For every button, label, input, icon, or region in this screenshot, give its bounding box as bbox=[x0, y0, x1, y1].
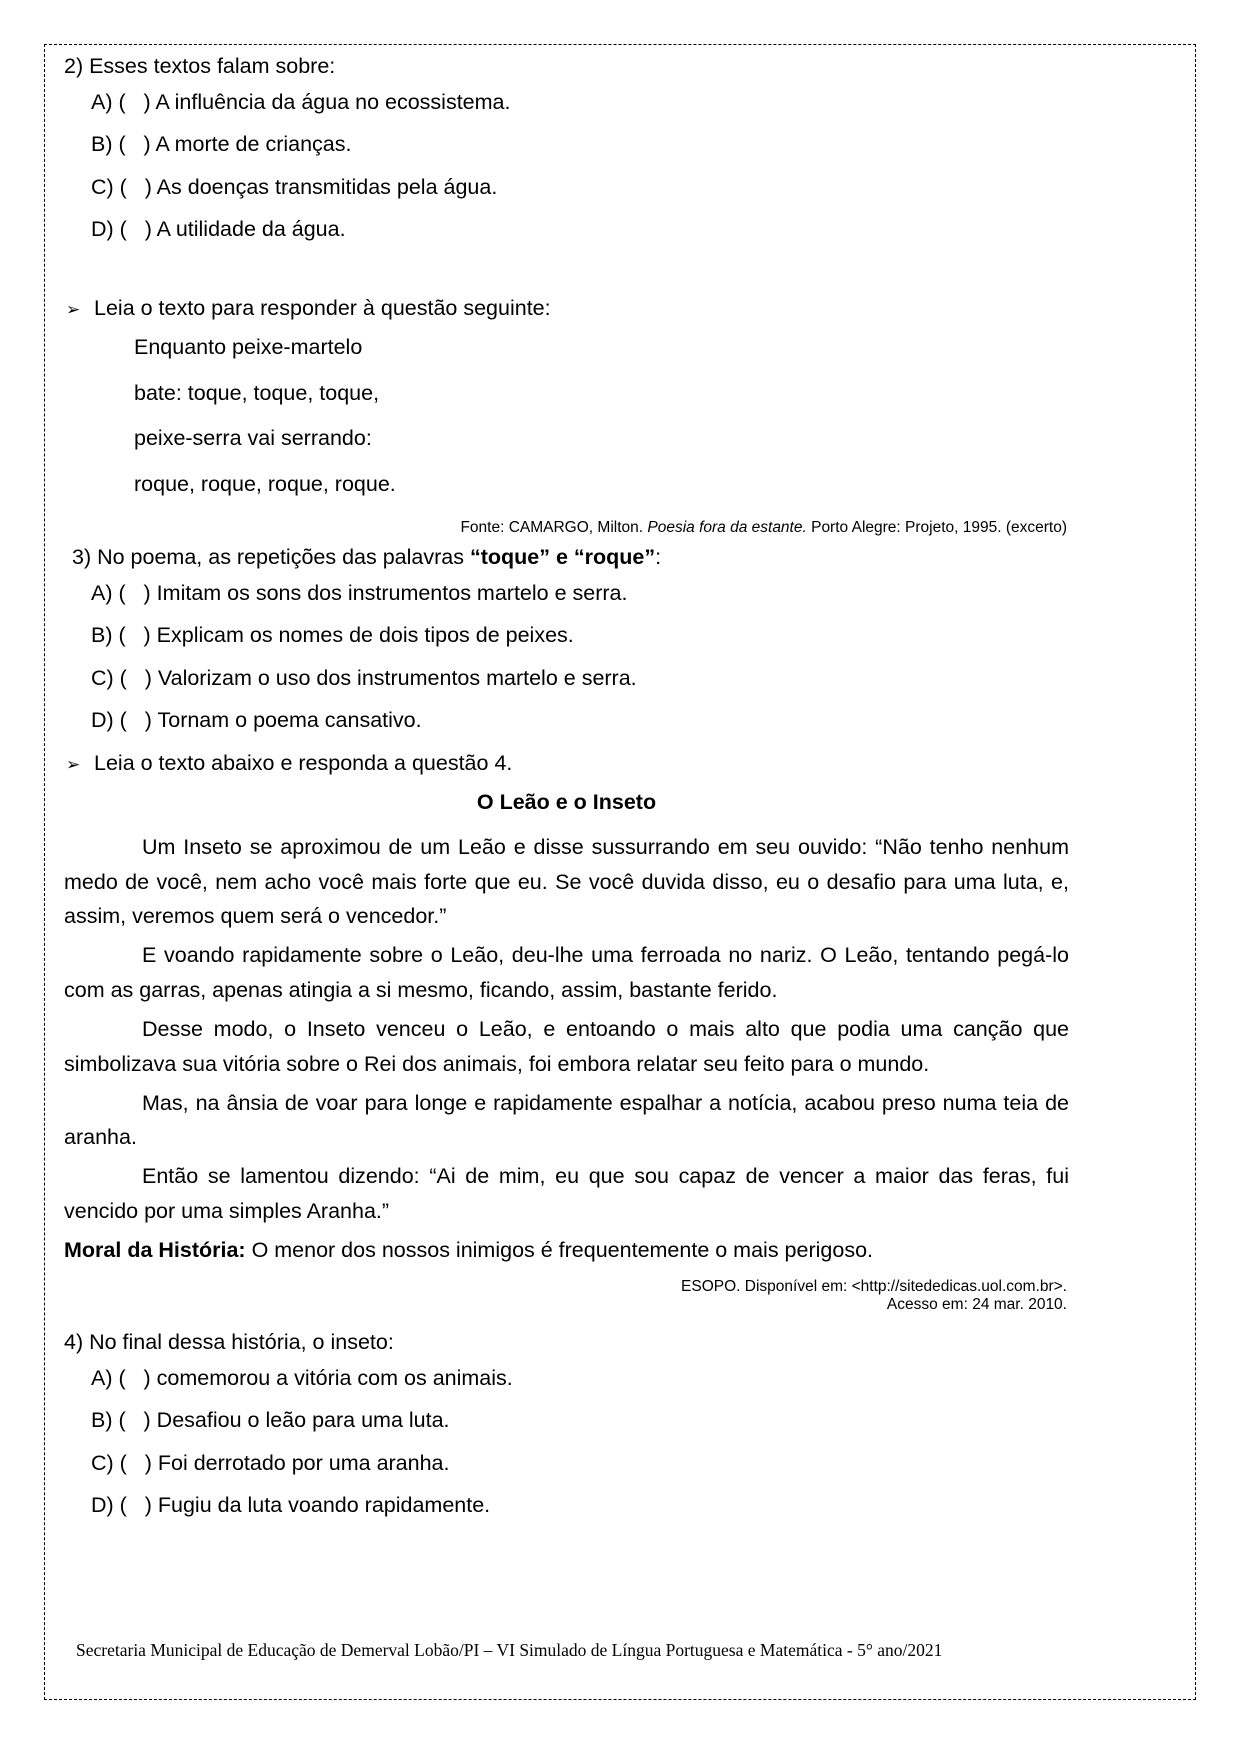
question-3-option-b[interactable]: B) ( ) Explicam os nomes de dois tipos de peixes. bbox=[91, 623, 574, 648]
poem-source-prefix: Fonte: CAMARGO, Milton. bbox=[460, 519, 648, 536]
question-2-option-b[interactable]: B) ( ) A morte de crianças. bbox=[91, 132, 352, 156]
poem-line-4: roque, roque, roque, roque. bbox=[134, 471, 396, 496]
poem-source-title: Poesia fora da estante. bbox=[647, 519, 807, 536]
spacer bbox=[64, 1268, 1069, 1278]
fable-source-line-2: Acesso em: 24 mar. 2010. bbox=[886, 1296, 1067, 1313]
instruction-read-fable bbox=[64, 750, 1069, 775]
fable-block bbox=[64, 792, 1069, 1267]
fable-paragraph-2: E voando rapidamente sobre o Leão, deu-lhe uma ferroada no nariz. O Leão, tentando pegá-lo com as garras, apenas atingia a si mesmo, ficando, assim, bastante ferido. bbox=[64, 943, 1069, 1003]
poem-source-suffix: Porto Alegre: Projeto, 1995. (excerto) bbox=[806, 519, 1067, 536]
question-3-option-c[interactable]: C) ( ) Valorizam o uso dos instrumentos martelo e serra. bbox=[91, 665, 637, 690]
fable-paragraph-5: Então se lamentou dizendo: “Ai de mim, eu que sou capaz de vencer a maior das feras, fui vencido por uma simples Aranha.” bbox=[64, 1164, 1069, 1224]
question-3-option-a[interactable]: A) ( ) Imitam os sons dos instrumentos martelo e serra. bbox=[91, 580, 628, 605]
question-4-option-a[interactable]: A) ( ) comemorou a vitória com os animais. bbox=[91, 1365, 513, 1390]
question-2-option-d[interactable]: D) ( ) A utilidade da água. bbox=[91, 217, 346, 241]
question-3-stem-bold: “toque” e “roque” bbox=[469, 545, 656, 570]
question-2-block bbox=[64, 56, 1069, 241]
fable-paragraph-4: Mas, na ânsia de voar para longe e rapidamente espalhar a notícia, acabou preso numa teia de aranha. bbox=[64, 1090, 1069, 1150]
question-3-stem-suffix: : bbox=[655, 545, 662, 570]
question-4-block bbox=[64, 1332, 1069, 1517]
fable-source-line-1: ESOPO. Disponível em: <http://sitededicas.uol.com.br>. bbox=[681, 1277, 1067, 1295]
question-3-option-d[interactable]: D) ( ) Tornam o poema cansativo. bbox=[91, 708, 422, 733]
fable-paragraph-1: Um Inseto se aproximou de um Leão e disse sussurrando em seu ouvido: “Não tenho nenhum medo de você, nem acho você mais forte que eu. Se você duvida disso, eu o desafio para uma luta, e, assim, veremos quem será o vencedor.” bbox=[64, 834, 1069, 929]
arrow-bullet-icon: ➢ bbox=[66, 754, 81, 774]
fable-moral bbox=[64, 1233, 1069, 1268]
spacer bbox=[64, 262, 1069, 298]
fable-moral-text: O menor dos nossos inimigos é frequentemente o mais perigoso. bbox=[245, 1237, 873, 1262]
poem-block bbox=[64, 337, 1069, 495]
poem-line-1: Enquanto peixe-martelo bbox=[134, 335, 363, 359]
instruction-read-poem bbox=[64, 295, 1069, 320]
instruction-read-poem-label: Leia o texto para responder à questão seguinte: bbox=[94, 295, 551, 320]
question-4-option-b[interactable]: B) ( ) Desafiou o leão para uma luta. bbox=[91, 1408, 450, 1433]
question-2-option-a[interactable]: A) ( ) A influência da água no ecossistema. bbox=[91, 89, 511, 114]
question-4-stem: 4) No final dessa história, o inseto: bbox=[64, 1330, 394, 1355]
poem-line-3: peixe-serra vai serrando: bbox=[134, 426, 372, 450]
question-3-stem bbox=[64, 547, 1069, 569]
page-footer: Secretaria Municipal de Educação de Demerval Lobão/PI – VI Simulado de Língua Portuguesa e Matemática - 5° ano/2021 bbox=[76, 1640, 943, 1660]
fable-source-citation bbox=[64, 1278, 1069, 1315]
question-4-option-c[interactable]: C) ( ) Foi derrotado por uma aranha. bbox=[91, 1450, 450, 1475]
poem-source-citation bbox=[64, 519, 1069, 537]
fable-title: O Leão e o Inseto bbox=[476, 790, 657, 815]
question-2-option-c[interactable]: C) ( ) As doenças transmitidas pela água. bbox=[91, 174, 498, 199]
question-2-stem: 2) Esses textos falam sobre: bbox=[64, 54, 336, 78]
worksheet-content bbox=[64, 56, 1069, 1538]
arrow-bullet-icon: ➢ bbox=[66, 299, 81, 319]
poem-line-2: bate: toque, toque, toque, bbox=[134, 380, 380, 405]
instruction-read-fable-label: Leia o texto abaixo e responda a questão 4. bbox=[94, 750, 513, 775]
fable-moral-label: Moral da História: bbox=[64, 1237, 246, 1262]
fable-paragraph-3: Desse modo, o Inseto venceu o Leão, e entoando o mais alto que podia uma canção que simbolizava sua vitória sobre o Rei dos animais, foi embora relatar seu feito para o mundo. bbox=[64, 1016, 1069, 1076]
question-4-option-d[interactable]: D) ( ) Fugiu da luta voando rapidamente. bbox=[91, 1493, 491, 1518]
question-3-stem-prefix: 3) No poema, as repetições das palavras bbox=[72, 545, 470, 570]
question-3-block bbox=[64, 547, 1069, 732]
